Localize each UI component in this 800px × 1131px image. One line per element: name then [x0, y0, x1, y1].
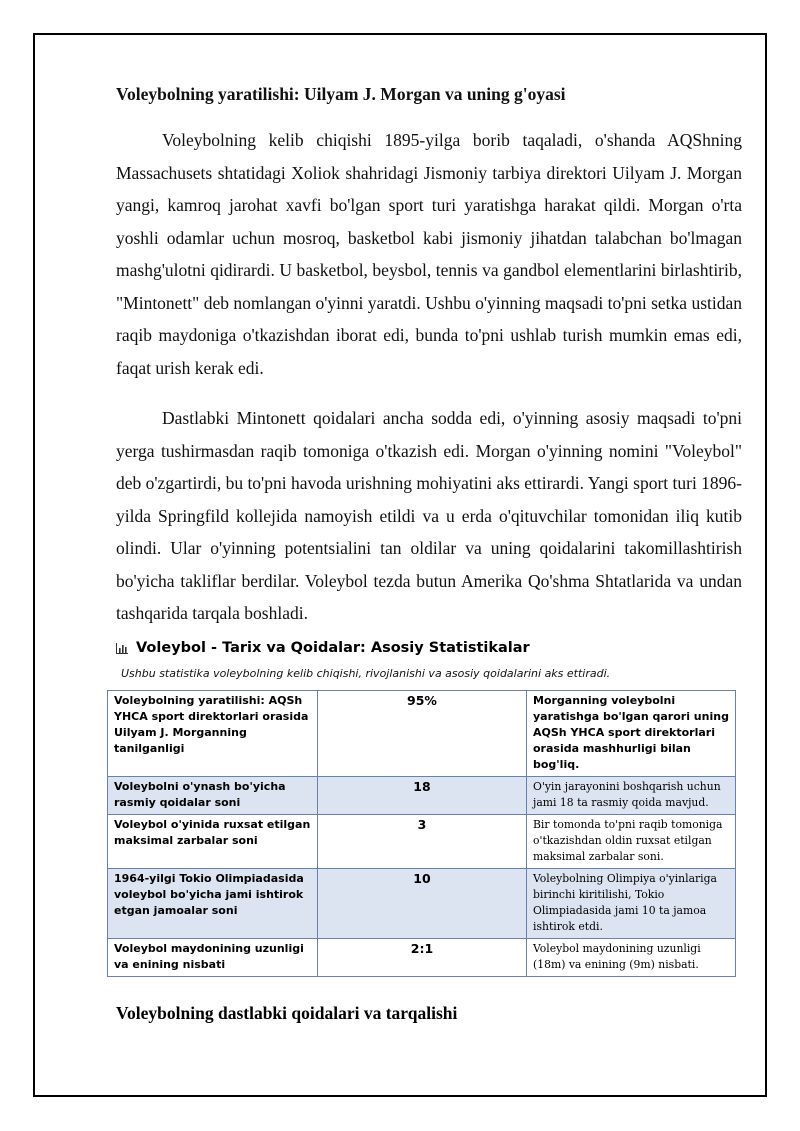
stat-note: Bir tomonda to'pni raqib tomoniga o'tkazishdan oldin ruxsat etilgan maksimal zarbalar soni. [527, 815, 736, 869]
stat-note: O'yin jarayonini boshqarish uchun jami 18 ta rasmiy qoida mavjud. [527, 777, 736, 815]
statistics-subtitle: Ushbu statistika voleybolning kelib chiqishi, rivojlanishi va asosiy qoidalarini aks ettiradi. [121, 667, 611, 680]
table-row [108, 691, 736, 777]
bar-chart-icon [116, 643, 128, 654]
stat-label: Voleybol o'yinida ruxsat etilgan maksimal zarbalar soni [108, 815, 318, 869]
stat-value: 18 [318, 777, 527, 815]
table-row [108, 815, 736, 869]
table-row [108, 869, 736, 939]
table-row [108, 939, 736, 977]
body-paragraph: Dastlabki Mintonett qoidalari ancha sodda edi, o'yinning asosiy maqsadi to'pni yerga tushirmasdan raqib tomoniga o'tkazish edi. Morgan o'yinning nomini "Voleybol" deb o'zgartirdi, bu to'pni havoda urishning mohiyatini aks ettirardi. Yangi sport turi 1896-yilda Springfild kollejida namoyish etildi va u erda o'qituvchilar tomonidan iliq kutib olindi. Ular o'yinning potentsialini tan oldilar va uning qoidalarini takomillashtirish bo'yicha takliflar berdilar. Voleybol tezda butun Amerika Qo'shma Shtatlarida va undan tashqarida tarqala boshladi. [116, 408, 743, 623]
body-paragraph: Voleybolning kelib chiqishi 1895-yilga borib taqaladi, o'shanda AQShning Massachusets shtatidagi Xoliok shahridagi Jismoniy tarbiya direktori Uilyam J. Morgan yangi, kamroq jarohat xavfi bo'lgan sport turi yaratishga harakat qildi. Morgan o'rta yoshli odamlar uchun mosroq, basketbol kabi jismoniy jihatdan talabchan bo'lmagan mashg'ulotni qidirardi. U basketbol, beysbol, tennis va gandbol elementlarini birlashtirib, "Mintonett" deb nomlangan o'yinni yaratdi. Ushbu o'yinning maqsadi to'pni setka ustidan raqib maydoniga o'tkazishdan iborat edi, bunda to'pni ushlab turish mumkin emas edi, faqat urish kerak edi. [116, 130, 742, 378]
stat-value: 95% [318, 691, 527, 777]
section-heading: Voleybolning yaratilishi: Uilyam J. Morgan va uning g'oyasi [116, 84, 566, 104]
stat-label: Voleybolning yaratilishi: AQSh YHCA sport direktorlari orasida Uilyam J. Morganning tanilganligi [108, 691, 318, 777]
section-heading: Voleybolning dastlabki qoidalari va tarqalishi [116, 1002, 458, 1023]
stat-value: 3 [318, 815, 527, 869]
stat-note: Voleybolning Olimpiya o'yinlariga birinchi kiritilishi, Tokio Olimpiadasida jami 10 ta jamoa ishtirok etdi. [527, 869, 736, 939]
stat-label: 1964-yilgi Tokio Olimpiadasida voleybol bo'yicha jami ishtirok etgan jamoalar soni [108, 869, 318, 939]
statistics-heading [116, 640, 737, 656]
statistics-block [107, 640, 737, 977]
table-row [108, 777, 736, 815]
stat-label: Voleybol maydonining uzunligi va enining nisbati [108, 939, 318, 977]
stat-note: Voleybol maydonining uzunligi (18m) va enining (9m) nisbati. [527, 939, 736, 977]
main-content [116, 84, 742, 630]
stat-value: 10 [318, 869, 527, 939]
statistics-table [107, 690, 736, 977]
stat-note: Morganning voleybolni yaratishga bo'lgan qarori uning AQSh YHCA sport direktorlari orasida mashhurligi bilan bog'liq. [527, 691, 736, 777]
statistics-title: Voleybol - Tarix va Qoidalar: Asosiy Statistikalar [136, 640, 530, 656]
stat-value: 2:1 [318, 939, 527, 977]
stat-label: Voleybolni o'ynash bo'yicha rasmiy qoidalar soni [108, 777, 318, 815]
